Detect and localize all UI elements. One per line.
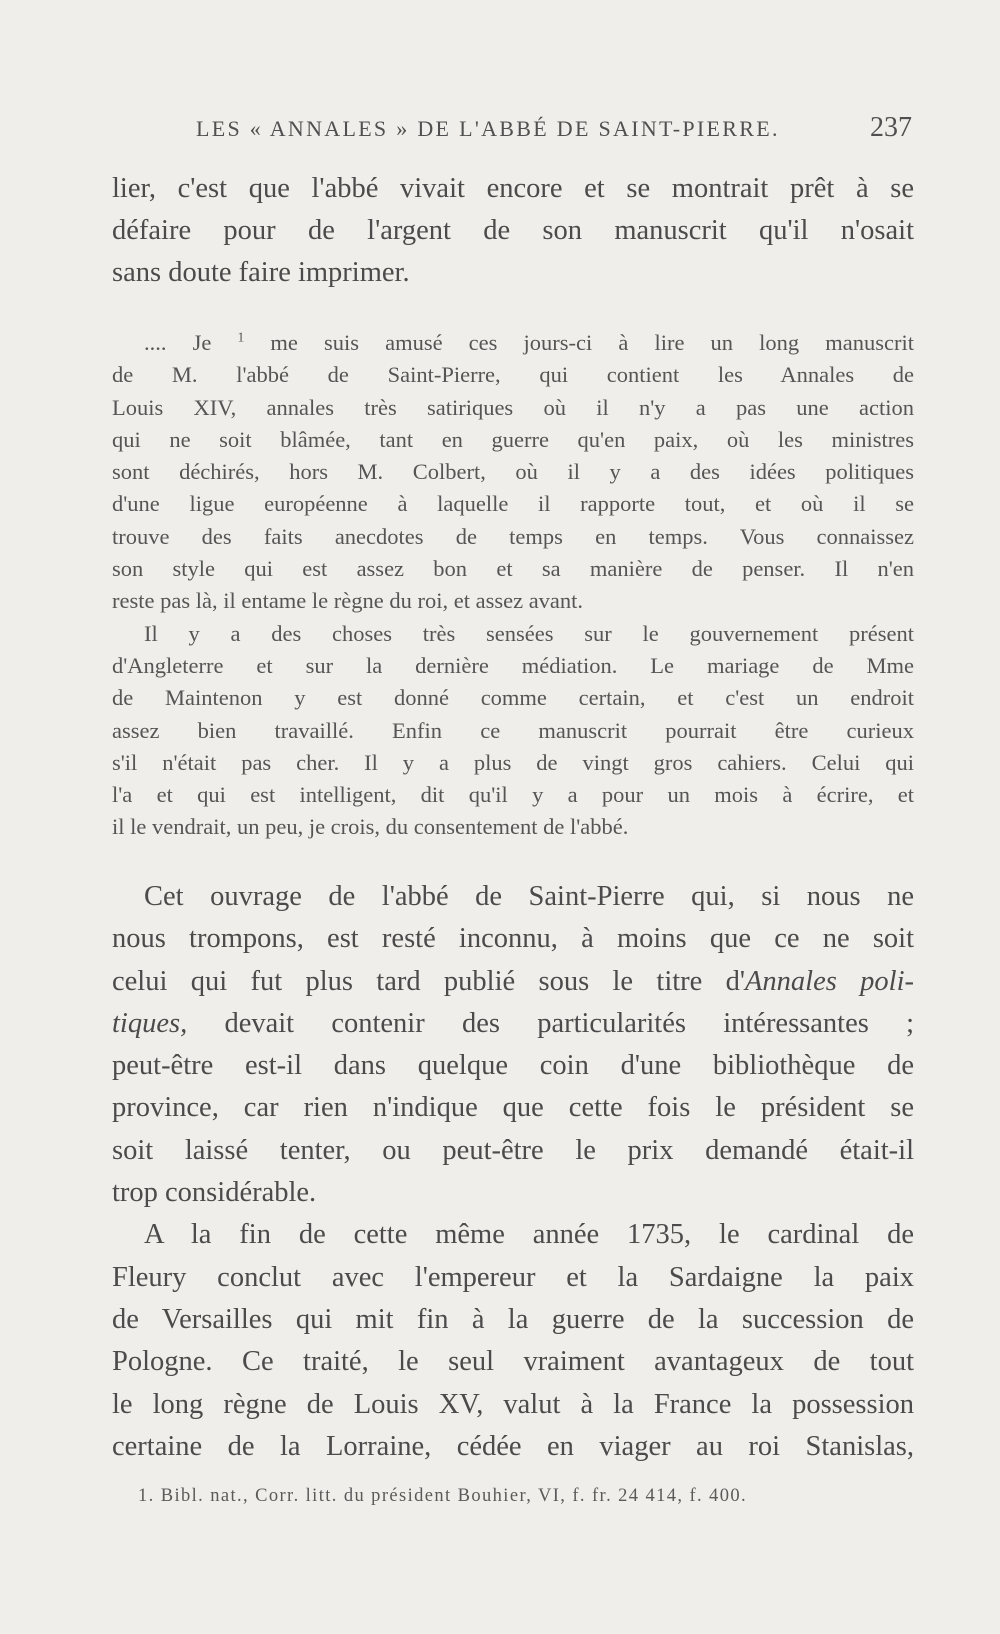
text-line: trouve des faits anecdotes de temps en temps. Vous connaissez [112, 523, 914, 549]
book-title-italic: tiques, [112, 1007, 188, 1039]
text-line: de M. l'abbé de Saint-Pierre, qui contient les Annales de [112, 362, 914, 388]
text-line: défaire pour de l'argent de son manuscrit qu'il n'osait [112, 215, 914, 246]
text-line: qui ne soit blâmée, tant en guerre qu'en paix, où les ministres [112, 426, 914, 452]
text-line: assez bien travaillé. Enfin ce manuscrit pourrait être curieux [112, 717, 914, 743]
quote-lead: .... Je [144, 330, 212, 355]
quoted-letter [112, 327, 914, 844]
text-line: trop considérable. [112, 1177, 317, 1209]
text-line: soit laissé tenter, ou peut-être le prix demandé était-il [112, 1134, 914, 1166]
text-line: il le vendrait, un peu, je crois, du consentement de l'abbé. [112, 814, 629, 840]
line-text: celui qui fut plus tard publié sous le titre d' [112, 965, 746, 997]
text-line: Pologne. Ce traité, le seul vraiment avantageux de tout [112, 1346, 914, 1378]
page-number: 237 [870, 112, 912, 143]
text-line: lier, c'est que l'abbé vivait encore et se montrait prêt à se [112, 173, 914, 204]
text-line: s'il n'était pas cher. Il y a plus de vingt gros cahiers. Celui qui [112, 749, 914, 775]
quote-first-line-rest: me suis amusé ces jours-ci à lire un long manuscrit [270, 330, 915, 355]
text-line: Fleury conclut avec l'empereur et la Sardaigne la paix [112, 1261, 914, 1293]
text-line: sans doute faire imprimer. [112, 257, 410, 288]
running-title: LES « ANNALES » DE L'ABBÉ DE SAINT-PIERRE. [196, 116, 780, 141]
text-line: de Versailles qui mit fin à la guerre de la succession de [112, 1303, 914, 1335]
text-line: son style qui est assez bon et sa manière de penser. Il n'en [112, 556, 914, 582]
text-line: Cet ouvrage de l'abbé de Saint-Pierre qui, si nous ne [144, 881, 914, 912]
text-line: d'Angleterre et sur la dernière médiation. Le mariage de Mme [112, 652, 914, 678]
text-line: Il y a des choses très sensées sur le gouvernement présent [144, 620, 914, 646]
text-line: de Maintenon y est donné comme certain, et c'est un endroit [112, 685, 914, 711]
text-line: l'a et qui est intelligent, dit qu'il y a pour un mois à écrire, et [112, 782, 914, 808]
text-line: Louis XIV, annales très satiriques où il n'y a pas une action [112, 394, 914, 420]
running-header [196, 112, 916, 143]
footnote: 1. Bibl. nat., Corr. litt. du président Bouhier, VI, f. fr. 24 414, f. 400. [138, 1486, 748, 1506]
text-line: certaine de la Lorraine, cédée en viager au roi Stanislas, [112, 1430, 914, 1462]
text-line [112, 327, 914, 359]
text-line [112, 1003, 914, 1045]
paragraph-main [112, 876, 914, 1468]
text-line: province, car rien n'indique que cette fois le président se [112, 1092, 914, 1124]
book-title-italic: Annales poli- [745, 965, 914, 997]
text-line: d'une ligue européenne à laquelle il rapporte tout, et où il se [112, 491, 914, 517]
footnote-reference: 1 [237, 329, 245, 345]
line-text: devait contenir des particularités intéressantes ; [187, 1007, 914, 1039]
text-line: peut-être est-il dans quelque coin d'une bibliothèque de [112, 1050, 914, 1082]
text-line: sont déchirés, hors M. Colbert, où il y a des idées politiques [112, 459, 914, 485]
text-line: nous trompons, est resté inconnu, à moins que ce ne soit [112, 923, 914, 955]
text-line: le long règne de Louis XV, valut à la France la possession [112, 1388, 914, 1420]
text-line [112, 961, 914, 1003]
text-line: reste pas là, il entame le règne du roi, et assez avant. [112, 588, 584, 614]
text-line: A la fin de cette même année 1735, le cardinal de [144, 1219, 914, 1251]
paragraph-intro [112, 168, 914, 294]
